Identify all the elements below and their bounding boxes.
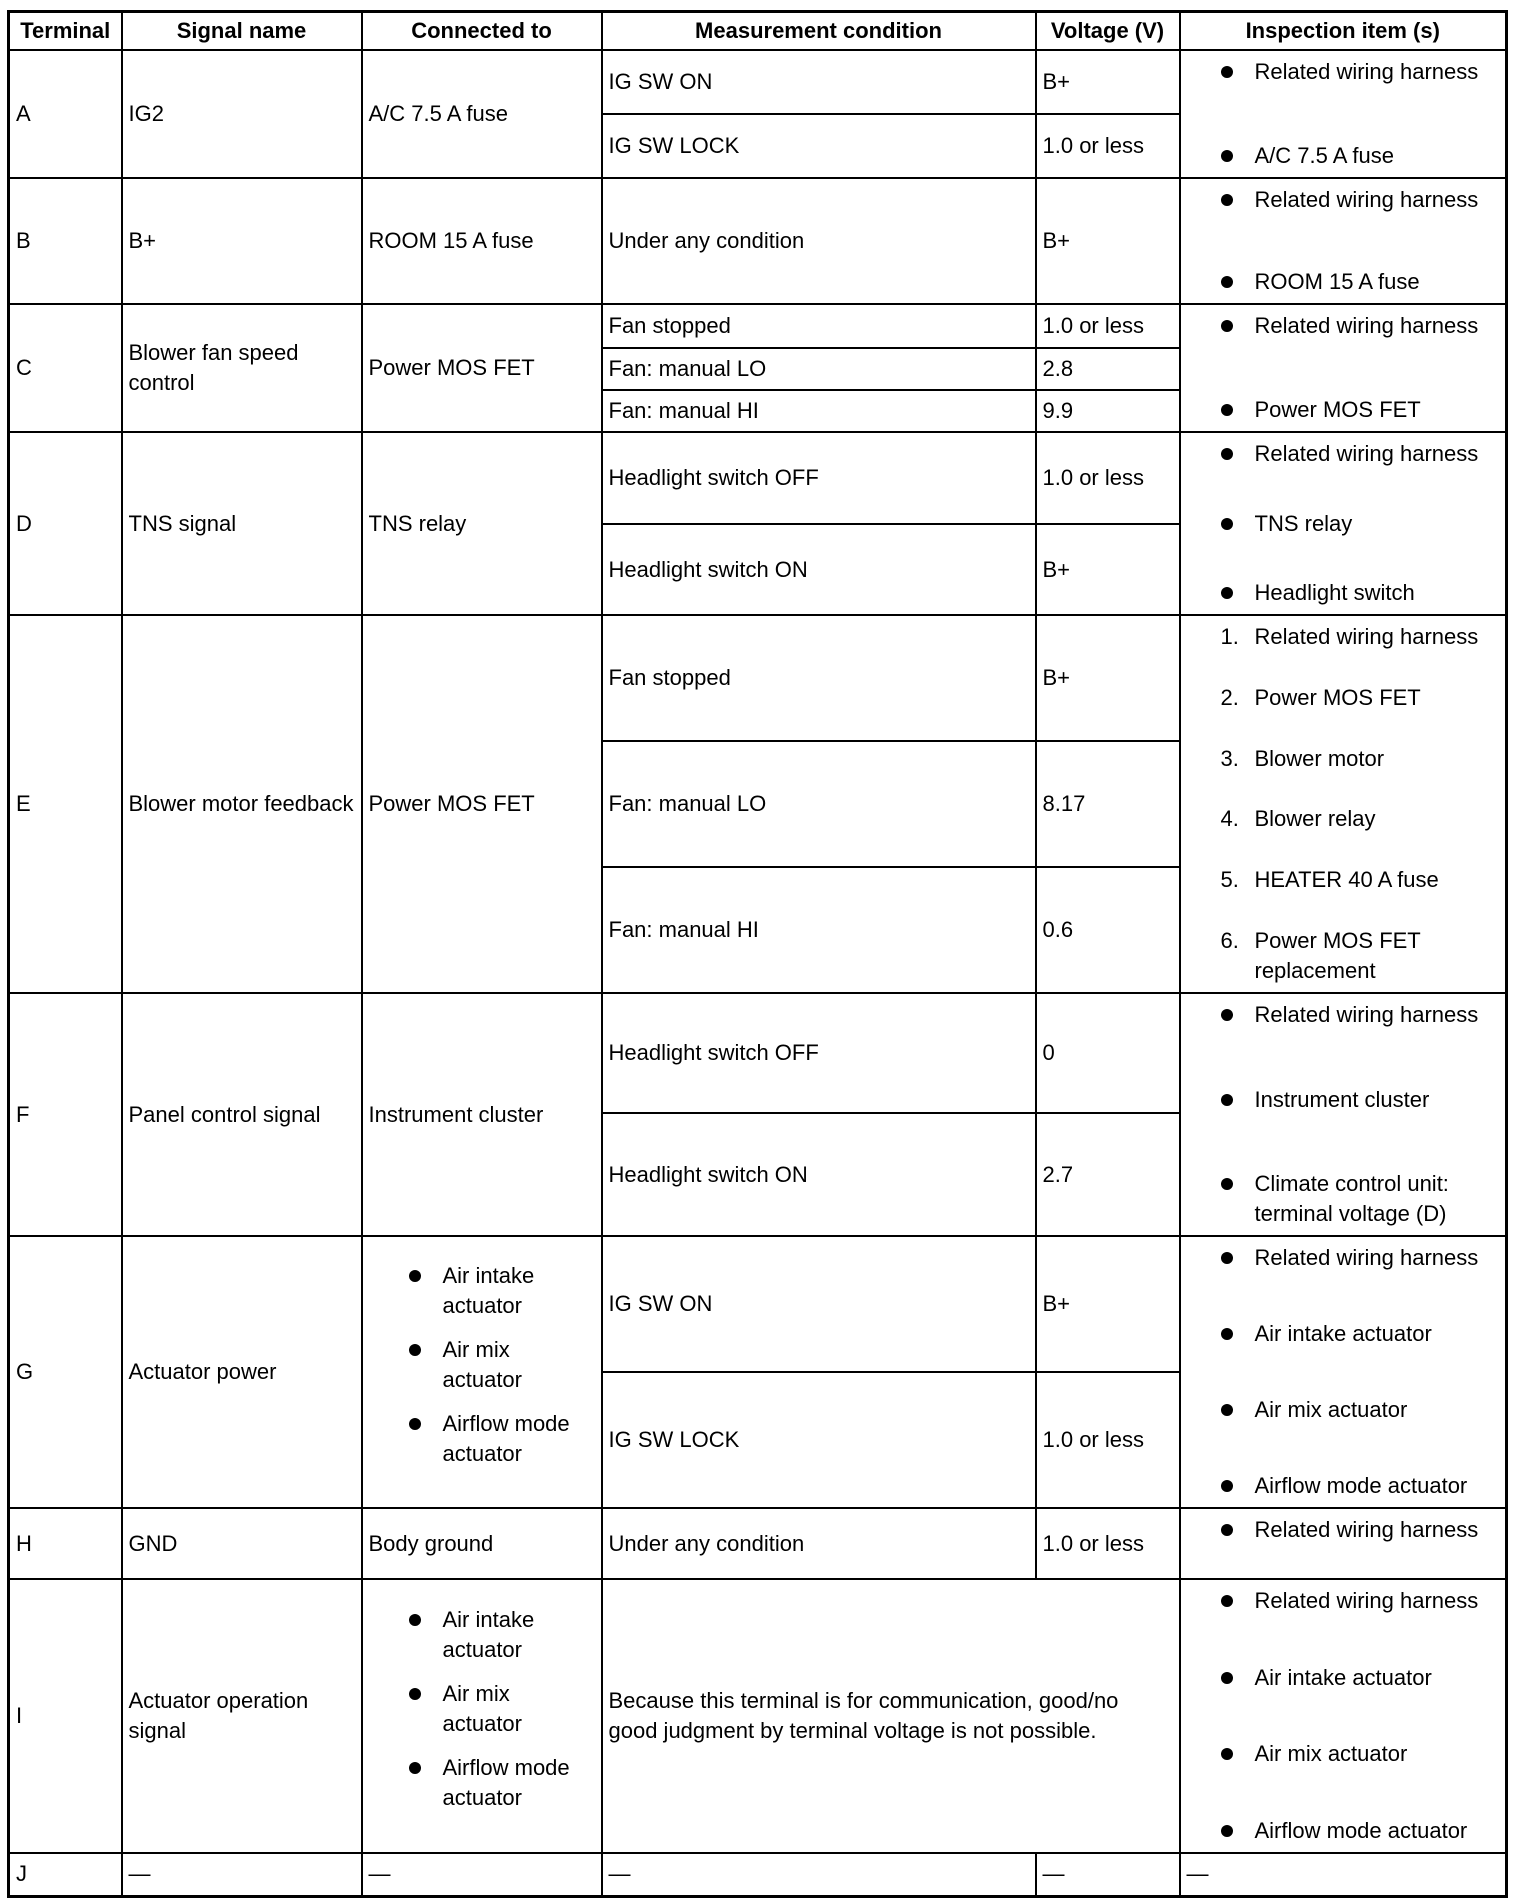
item-text: Blower relay	[1254, 806, 1376, 832]
voltage-cell: 0	[1036, 993, 1180, 1113]
table-row	[9, 1853, 1507, 1896]
list-item	[1221, 622, 1498, 652]
measurement-condition-cell: Fan: manual HI	[602, 390, 1036, 432]
item-text: Related wiring harness	[1254, 441, 1479, 466]
terminal-cell: C	[9, 304, 122, 432]
connected-to-cell: ROOM 15 A fuse	[362, 178, 602, 304]
inspection-items-cell	[1180, 1236, 1507, 1508]
measurement-condition-cell: —	[602, 1853, 1036, 1896]
table-row	[9, 1508, 1507, 1579]
item-text: Related wiring harness	[1254, 313, 1479, 338]
measurement-condition-cell: Headlight switch OFF	[602, 993, 1036, 1113]
measurement-condition-cell: IG SW LOCK	[602, 114, 1036, 178]
item-text: Related wiring harness	[1254, 1517, 1479, 1542]
measurement-condition-cell: Fan: manual HI	[602, 867, 1036, 993]
signal-name-cell: Actuator operation signal	[122, 1579, 362, 1853]
inspection-items-cell	[1180, 1508, 1507, 1579]
item-text: Related wiring harness	[1254, 624, 1479, 649]
terminal-cell: B	[9, 178, 122, 304]
inspection-items-cell	[1180, 50, 1507, 178]
table-row	[9, 432, 1507, 524]
item-text: Air mix actuator	[442, 1337, 522, 1392]
item-text: Power MOS FET	[1254, 684, 1421, 710]
list-item	[1221, 509, 1498, 539]
inspection-items-cell	[1180, 993, 1507, 1236]
terminal-cell: F	[9, 993, 122, 1236]
list-item	[1221, 395, 1498, 425]
signal-name-cell: GND	[122, 1508, 362, 1579]
connected-to-cell: TNS relay	[362, 432, 602, 615]
table-row	[9, 615, 1507, 741]
column-header: Measurement condition	[602, 12, 1036, 51]
list-item	[1221, 1169, 1498, 1229]
list-item	[1221, 141, 1498, 171]
connected-to-cell	[362, 1236, 602, 1508]
voltage-cell: 1.0 or less	[1036, 432, 1180, 524]
list-item	[1221, 683, 1498, 713]
voltage-cell: B+	[1036, 1236, 1180, 1372]
item-text: A/C 7.5 A fuse	[1254, 143, 1394, 168]
list-item	[1221, 1739, 1498, 1769]
item-number: 5.	[1220, 867, 1239, 893]
item-text: Power MOS FET	[1254, 397, 1421, 422]
inspection-items-cell	[1180, 304, 1507, 432]
column-header: Terminal	[9, 12, 122, 51]
table-row	[9, 178, 1507, 304]
voltage-cell: 1.0 or less	[1036, 1508, 1180, 1579]
voltage-cell: 8.17	[1036, 741, 1180, 867]
terminal-cell: E	[9, 615, 122, 993]
measurement-condition-cell: Headlight switch OFF	[602, 432, 1036, 524]
list-item	[1221, 439, 1498, 469]
item-text: TNS relay	[1254, 510, 1353, 536]
inspection-items-cell	[1180, 1579, 1507, 1853]
signal-name-cell: —	[122, 1853, 362, 1896]
list-item	[1221, 1663, 1498, 1693]
list-item	[1221, 1000, 1498, 1030]
merged-condition-cell: Because this terminal is for communication, good/no good judgment by terminal voltage is not possible.	[602, 1579, 1180, 1853]
list-item	[409, 1753, 595, 1813]
item-text: Air intake actuator	[442, 1263, 535, 1318]
item-text: Headlight switch	[1254, 580, 1415, 605]
item-text: Air mix actuator	[442, 1681, 522, 1736]
measurement-condition-cell: Fan: manual LO	[602, 348, 1036, 390]
voltage-cell: 1.0 or less	[1036, 114, 1180, 178]
terminal-cell: G	[9, 1236, 122, 1508]
item-number: 3.	[1220, 745, 1239, 771]
signal-name-cell: B+	[122, 178, 362, 304]
item-text: Related wiring harness	[1254, 187, 1479, 212]
connected-to-cell: Power MOS FET	[362, 304, 602, 432]
list-item	[1221, 267, 1498, 297]
item-text: Air intake actuator	[442, 1607, 535, 1662]
voltage-cell: B+	[1036, 178, 1180, 304]
list-item	[1221, 1319, 1498, 1349]
table-row	[9, 1579, 1507, 1853]
item-text: Airflow mode actuator	[1254, 1473, 1468, 1498]
item-text: Airflow mode actuator	[442, 1755, 570, 1810]
signal-name-cell: Actuator power	[122, 1236, 362, 1508]
measurement-condition-cell: IG SW ON	[602, 1236, 1036, 1372]
list-item	[409, 1261, 595, 1321]
measurement-condition-cell: Headlight switch ON	[602, 1113, 1036, 1236]
table-row	[9, 993, 1507, 1113]
item-text: Power MOS FET replacement	[1254, 927, 1421, 983]
terminal-cell: H	[9, 1508, 122, 1579]
item-text: Air intake actuator	[1254, 1664, 1432, 1690]
measurement-condition-cell: IG SW ON	[602, 50, 1036, 114]
measurement-condition-cell: Under any condition	[602, 178, 1036, 304]
signal-name-cell: Blower fan speed control	[122, 304, 362, 432]
list-item	[1221, 1471, 1498, 1501]
terminal-cell: I	[9, 1579, 122, 1853]
terminal-cell: A	[9, 50, 122, 178]
list-item	[1221, 578, 1498, 608]
list-item	[409, 1335, 595, 1395]
measurement-condition-cell: Headlight switch ON	[602, 524, 1036, 615]
item-number: 4.	[1220, 806, 1239, 832]
table-row	[9, 50, 1507, 114]
list-item	[1221, 57, 1498, 87]
list-item	[1221, 311, 1498, 341]
voltage-cell: 2.7	[1036, 1113, 1180, 1236]
signal-name-cell: Blower motor feedback	[122, 615, 362, 993]
list-item	[1221, 926, 1498, 986]
item-text: Airflow mode actuator	[442, 1411, 570, 1466]
item-number: 1.	[1220, 624, 1239, 649]
column-header: Voltage (V)	[1036, 12, 1180, 51]
connected-to-cell: —	[362, 1853, 602, 1896]
list-item	[1221, 865, 1498, 895]
voltage-cell: 1.0 or less	[1036, 1372, 1180, 1508]
signal-name-cell: IG2	[122, 50, 362, 178]
list-item	[1221, 1395, 1498, 1425]
voltage-cell: —	[1036, 1853, 1180, 1896]
measurement-condition-cell: Fan: manual LO	[602, 741, 1036, 867]
item-text: Air intake actuator	[1254, 1321, 1432, 1346]
list-item	[1221, 1586, 1498, 1616]
list-item	[1221, 804, 1498, 834]
terminal-inspection-table	[7, 10, 1508, 1898]
item-text: Blower motor	[1254, 745, 1385, 771]
list-item	[409, 1409, 595, 1469]
header-row	[9, 12, 1507, 51]
measurement-condition-cell: Under any condition	[602, 1508, 1036, 1579]
list-item	[1221, 185, 1498, 215]
item-number: 6.	[1220, 927, 1239, 953]
list-item	[1221, 1243, 1498, 1273]
voltage-cell: 1.0 or less	[1036, 304, 1180, 348]
inspection-items-cell: —	[1180, 1853, 1507, 1896]
table-row	[9, 1236, 1507, 1372]
connected-to-cell: Power MOS FET	[362, 615, 602, 993]
inspection-items-cell	[1180, 432, 1507, 615]
list-item	[1221, 1515, 1498, 1545]
item-text: Airflow mode actuator	[1254, 1817, 1468, 1843]
list-item	[409, 1605, 595, 1665]
connected-to-cell: A/C 7.5 A fuse	[362, 50, 602, 178]
column-header: Inspection item (s)	[1180, 12, 1507, 51]
item-text: HEATER 40 A fuse	[1254, 867, 1439, 893]
terminal-cell: J	[9, 1853, 122, 1896]
list-item	[1221, 1816, 1498, 1846]
table-row	[9, 304, 1507, 348]
item-text: ROOM 15 A fuse	[1254, 269, 1420, 294]
measurement-condition-cell: Fan stopped	[602, 304, 1036, 348]
list-item	[1221, 744, 1498, 774]
voltage-cell: 0.6	[1036, 867, 1180, 993]
column-header: Signal name	[122, 12, 362, 51]
list-item	[409, 1679, 595, 1739]
measurement-condition-cell: IG SW LOCK	[602, 1372, 1036, 1508]
item-number: 2.	[1220, 684, 1239, 710]
voltage-cell: 2.8	[1036, 348, 1180, 390]
connected-to-cell	[362, 1579, 602, 1853]
measurement-condition-cell: Fan stopped	[602, 615, 1036, 741]
voltage-cell: 9.9	[1036, 390, 1180, 432]
voltage-cell: B+	[1036, 524, 1180, 615]
item-text: Related wiring harness	[1254, 1245, 1479, 1270]
item-text: Air mix actuator	[1254, 1397, 1408, 1422]
terminal-cell: D	[9, 432, 122, 615]
inspection-items-cell	[1180, 178, 1507, 304]
list-item	[1221, 1085, 1498, 1115]
voltage-cell: B+	[1036, 615, 1180, 741]
item-text: Air mix actuator	[1254, 1741, 1408, 1767]
item-text: Related wiring harness	[1254, 59, 1479, 84]
column-header: Connected to	[362, 12, 602, 51]
item-text: Instrument cluster	[1254, 1086, 1430, 1112]
signal-name-cell: TNS signal	[122, 432, 362, 615]
item-text: Related wiring harness	[1254, 1588, 1479, 1613]
connected-to-cell: Instrument cluster	[362, 993, 602, 1236]
signal-name-cell: Panel control signal	[122, 993, 362, 1236]
item-text: Related wiring harness	[1254, 1002, 1479, 1027]
item-text: Climate control unit: terminal voltage (D)	[1254, 1171, 1449, 1226]
voltage-cell: B+	[1036, 50, 1180, 114]
connected-to-cell: Body ground	[362, 1508, 602, 1579]
inspection-items-cell	[1180, 615, 1507, 993]
